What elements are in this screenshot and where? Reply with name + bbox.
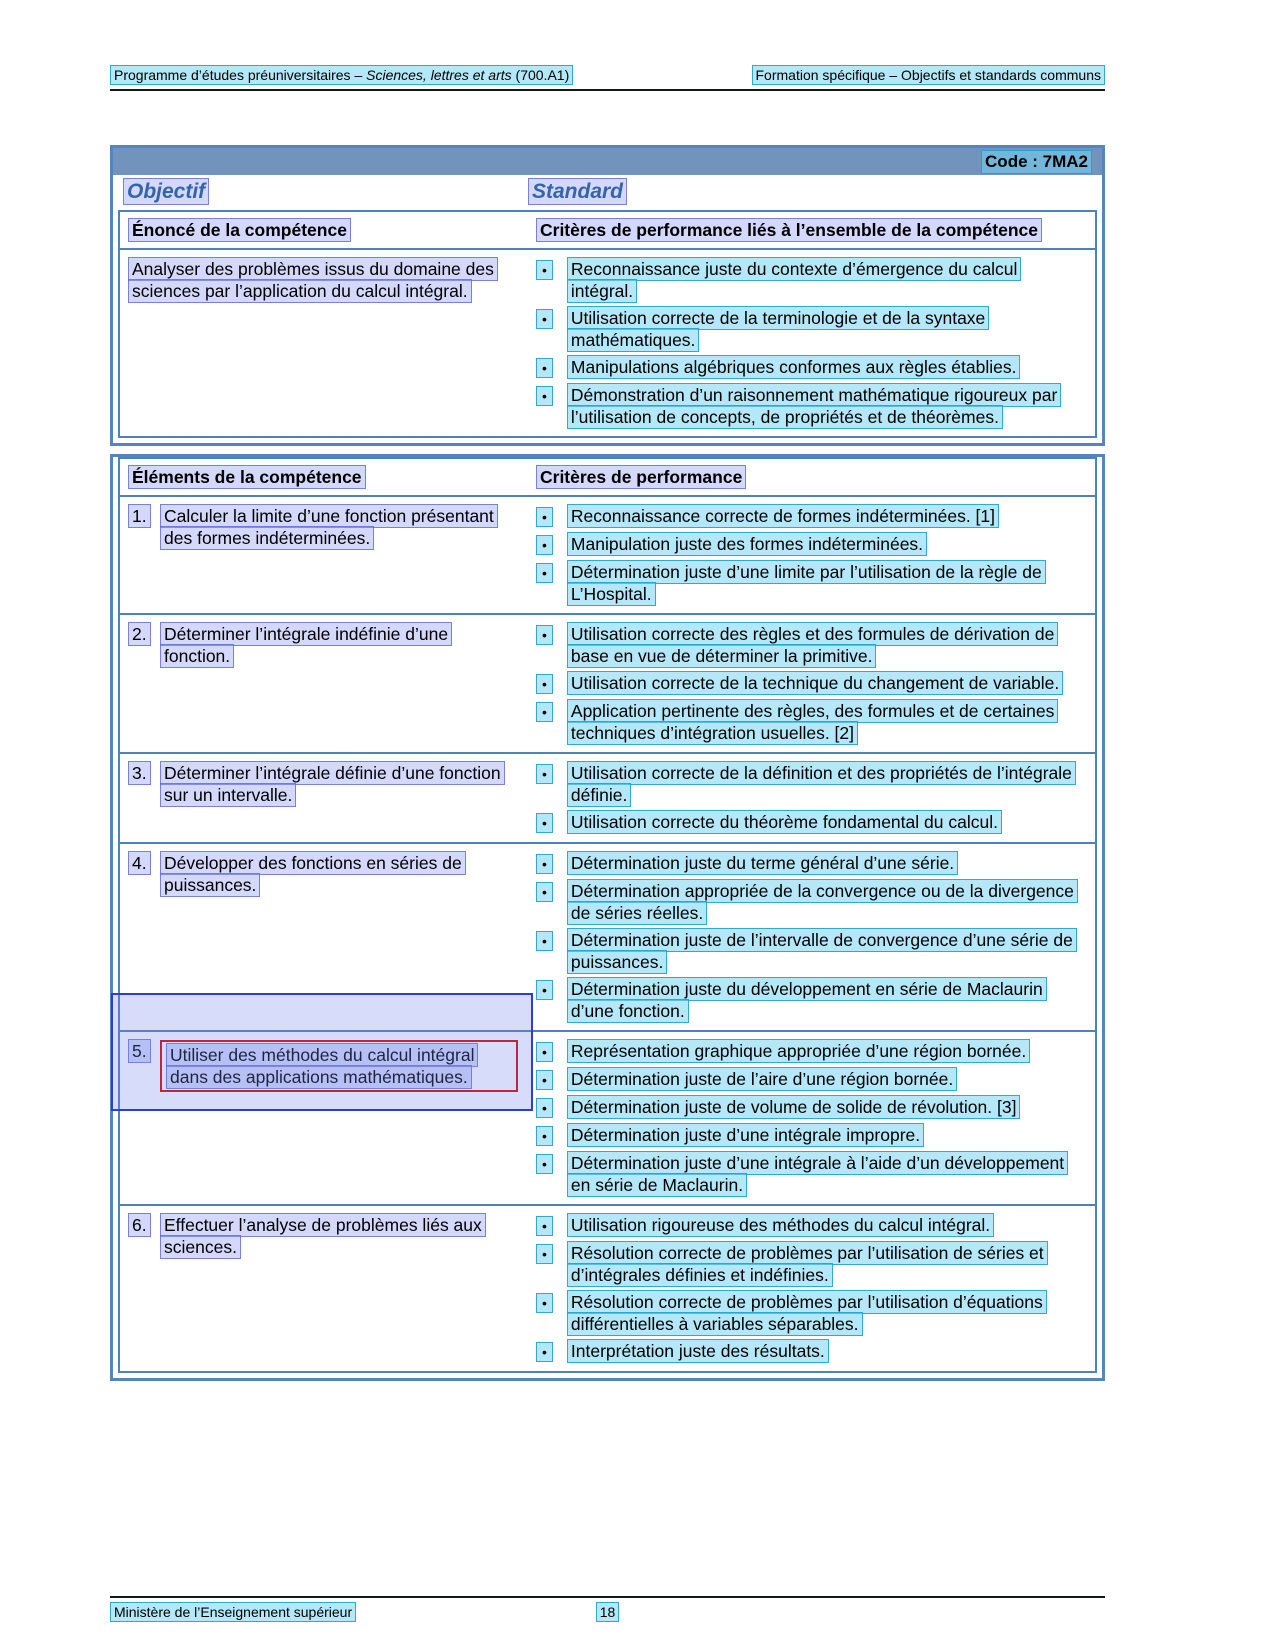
criterion-text-wrap [567,1340,1087,1362]
bullet-icon: • [536,1216,553,1236]
code-bar [113,148,1102,175]
criterion-text-wrap [567,1040,1087,1062]
criterion [536,1214,1087,1237]
column-title-standard-cell [523,180,1102,204]
criterion-text: Utilisation correcte de la technique du changement de variable. [567,671,1063,695]
header-right-text: Formation spécifique – Objectifs et standards communs [752,65,1106,85]
header-left [110,66,573,84]
criterion-text: Application pertinente des règles, des formules et de certaines techniques d’intégration usuelles. [2] [567,699,1058,745]
document-footer [110,1596,1105,1621]
criterion [536,811,1087,834]
criterion-text: Reconnaissance juste du contexte d’émergence du calcul intégral. [567,257,1022,303]
bullet [536,384,553,407]
bullet [536,1152,553,1175]
criterion-text-wrap [567,880,1087,924]
criterion [536,1291,1087,1335]
criterion-text: Utilisation correcte du théorème fondamental du calcul. [567,810,1002,834]
element-text: Calculer la limite d’une fonction présentant des formes indéterminées. [160,504,498,550]
page-number-wrap [596,1603,620,1621]
criterion-text-wrap [567,1068,1087,1090]
criteres-ensemble-header-text: Critères de performance liés à l’ensemble de la compétence [536,218,1042,242]
criterion-text-wrap [567,258,1087,302]
criterion-text: Détermination juste du développement en série de Maclaurin d’une fonction. [567,977,1047,1023]
bullet [536,1068,553,1091]
bullet [536,880,553,903]
document-header [110,66,1105,91]
bullet-icon: • [536,1342,553,1362]
criterion-text: Représentation graphique appropriée d’une région bornée. [567,1039,1030,1063]
criterion [536,533,1087,556]
bullet [536,356,553,379]
elements-table [118,457,1097,1373]
criteria-cell [530,255,1095,431]
criterion-text-wrap [567,1214,1087,1236]
bullet-icon: • [536,507,553,527]
criterion-text-wrap [567,1291,1087,1335]
criterion [536,356,1087,379]
criterion-text: Détermination juste d’une intégrale impropre. [567,1123,924,1147]
criterion-text: Détermination appropriée de la convergence ou de la divergence de séries réelles. [567,879,1078,925]
criterion-text-wrap [567,533,1087,555]
criterion-text: Manipulation juste des formes indéterminées. [567,532,927,556]
bullet [536,1340,553,1363]
criteres-ensemble-header-cell [530,216,1095,244]
criterion-text-wrap [567,356,1087,378]
row-number-wrap [128,852,152,896]
bullet [536,533,553,556]
criterion [536,258,1087,302]
criterion-text: Utilisation rigoureuse des méthodes du calcul intégral. [567,1213,994,1237]
row-number: 3. [128,761,151,785]
row-number: 6. [128,1213,151,1237]
bullet-icon: • [536,309,553,329]
element [128,762,518,806]
criterion-text-wrap [567,561,1087,605]
criteria-cell [530,759,1095,837]
column-title-objectif-cell [113,180,523,204]
criterion [536,978,1087,1022]
element-text: Déterminer l’intégrale définie d’une fonction sur un intervalle. [160,761,505,807]
element [128,505,518,549]
element-cell [120,849,530,1025]
criterion-text-wrap [567,700,1087,744]
criterion-text: Interprétation juste des résultats. [567,1339,829,1363]
element-text-wrap [160,762,518,806]
element-text-wrap [160,505,518,549]
criterion [536,505,1087,528]
criterion [536,700,1087,744]
criterion [536,672,1087,695]
bullet-icon: • [536,931,553,951]
elements-table-header [120,459,1095,495]
element-text: Utiliser des méthodes du calcul intégral dans des applications mathématiques. [166,1043,478,1089]
criterion-text-wrap [567,384,1087,428]
criterion [536,1340,1087,1363]
criteres-header-cell [530,463,1095,491]
elements-header-text: Éléments de la compétence [128,465,366,489]
element [128,1040,518,1092]
element-text: Déterminer l’intégrale indéfinie d’une fonction. [160,622,452,668]
bullet-icon: • [536,980,553,1000]
bullet [536,307,553,330]
bullet-icon: • [536,625,553,645]
criterion-text-wrap [567,852,1087,874]
criterion-text: Détermination juste de l’intervalle de convergence d’une série de puissances. [567,928,1077,974]
element-cell [120,620,530,747]
row-number: 4. [128,851,151,875]
criterion-text-wrap [567,762,1087,806]
bullet [536,1096,553,1119]
row-number: 5. [128,1039,151,1063]
element-text-wrap [160,623,518,667]
criteria-cell [530,1037,1095,1199]
bullet-icon: • [536,702,553,722]
criterion [536,929,1087,973]
bullet-icon: • [536,1042,553,1062]
criterion-text: Détermination juste du terme général d’une série. [567,851,958,875]
bullet-icon: • [536,563,553,583]
criterion-text-wrap [567,672,1087,694]
criterion-text: Résolution correcte de problèmes par l’utilisation de séries et d’intégrales définies et indéfinies. [567,1241,1048,1287]
criterion [536,307,1087,351]
bullet [536,1040,553,1063]
elements-box [110,454,1105,1381]
criterion-text-wrap [567,1124,1087,1146]
enonce-header-cell [120,216,530,244]
bullet-icon: • [536,1293,553,1313]
bullet [536,1124,553,1147]
row-number: 1. [128,504,151,528]
criterion-text-wrap [567,1242,1087,1286]
element-row-2 [120,613,1095,752]
element [128,852,518,896]
bullet [536,852,553,875]
criterion-text: Détermination juste d’une limite par l’utilisation de la règle de L’Hospital. [567,560,1046,606]
criterion [536,1124,1087,1147]
criterion [536,852,1087,875]
row-number-wrap [128,1214,152,1258]
bullet [536,811,553,834]
criterion [536,384,1087,428]
header-right [752,66,1106,84]
enonce-table [118,210,1097,438]
elements-header-cell [120,463,530,491]
criterion-text: Utilisation correcte de la terminologie et de la syntaxe mathématiques. [567,306,989,352]
criteria-cell [530,620,1095,747]
criterion-text-wrap [567,929,1087,973]
bullet [536,1214,553,1237]
criterion-text: Démonstration d’un raisonnement mathématique rigoureux par l’utilisation de concepts, de propriétés et de théorèmes. [567,383,1061,429]
footer-left-text: Ministère de l’Enseignement supérieur [110,1602,356,1622]
element-cell [120,1211,530,1366]
criteres-header-text: Critères de performance [536,465,746,489]
criterion [536,623,1087,667]
element-row-3 [120,752,1095,842]
criterion-text: Manipulations algébriques conformes aux règles établies. [567,355,1021,379]
bullet [536,1242,553,1265]
criterion-text-wrap [567,623,1087,667]
code-label: Code : 7MA2 [981,150,1092,174]
row-number: 2. [128,622,151,646]
enonce-row [120,248,1095,436]
bullet [536,258,553,281]
page-number: 18 [596,1602,620,1622]
element [128,623,518,667]
element-row-5 [120,1030,1095,1204]
criterion-text: Détermination juste d’une intégrale à l’aide d’un développement en série de Maclaurin. [567,1151,1068,1197]
criterion-text-wrap [567,307,1087,351]
criterion-text-wrap [567,1152,1087,1196]
bullet [536,1291,553,1314]
bullet [536,623,553,646]
bullet [536,505,553,528]
column-title-standard: Standard [528,178,627,205]
element-cell [120,502,530,608]
criterion-text: Détermination juste de l’aire d’une région bornée. [567,1067,957,1091]
criterion-text: Détermination juste de volume de solide de révolution. [3] [567,1095,1021,1119]
criterion [536,561,1087,605]
bullet-icon: • [536,1244,553,1264]
element-row-6 [120,1204,1095,1371]
row-number-wrap [128,1040,152,1092]
criterion-text: Utilisation correcte de la définition et des propriétés de l’intégrale définie. [567,761,1076,807]
criterion [536,1096,1087,1119]
bullet-icon: • [536,535,553,555]
bullet [536,978,553,1001]
competence-box [110,145,1105,446]
row-number-wrap [128,505,152,549]
element [128,1214,518,1258]
row-number-wrap [128,623,152,667]
column-titles-row [113,175,1102,210]
criterion [536,762,1087,806]
enonce-table-header [120,212,1095,248]
criterion-text-wrap [567,1096,1087,1118]
bullet-icon: • [536,764,553,784]
header-left-text [110,65,573,85]
element-text-wrap [160,852,518,896]
criterion-text-wrap [567,978,1087,1022]
row-number-wrap [128,762,152,806]
bullet-icon: • [536,1070,553,1090]
highlight-red-box [160,1040,518,1092]
element-row-4 [120,842,1095,1030]
bullet-icon: • [536,813,553,833]
criteria-cell [530,1211,1095,1366]
element-text: Développer des fonctions en séries de puissances. [160,851,466,897]
header-left-italic: Sciences, lettres et arts [366,67,512,83]
footer-left [110,1603,596,1621]
bullet-icon: • [536,854,553,874]
bullet [536,672,553,695]
criterion [536,1040,1087,1063]
objective-standard-section [110,145,1105,1381]
column-title-objectif: Objectif [123,178,209,205]
criterion [536,1068,1087,1091]
enonce-text: Analyser des problèmes issus du domaine des sciences par l’application du calcul intégral. [128,257,498,303]
bullet-icon: • [536,358,553,378]
bullet [536,929,553,952]
element-text: Effectuer l’analyse de problèmes liés aux sciences. [160,1213,486,1259]
criterion [536,1242,1087,1286]
criterion [536,880,1087,924]
bullet-icon: • [536,260,553,280]
criteria-cell [530,502,1095,608]
criterion [536,1152,1087,1196]
bullet-icon: • [536,674,553,694]
bullet-icon: • [536,1098,553,1118]
bullet-icon: • [536,1126,553,1146]
bullet [536,561,553,584]
element-cell [120,759,530,837]
element-cell [120,1037,530,1199]
enonce-header-text: Énoncé de la compétence [128,218,351,242]
element-text-wrap [160,1214,518,1258]
criterion-text: Reconnaissance correcte de formes indéterminées. [1] [567,504,999,528]
bullet-icon: • [536,882,553,902]
element-text-wrap [160,1040,518,1092]
element-row-1 [120,495,1095,613]
criterion-text: Utilisation correcte des règles et des formules de dérivation de base en vue de déterminer la primitive. [567,622,1058,668]
bullet [536,700,553,723]
header-left-suffix: (700.A1) [511,67,570,83]
criterion-text-wrap [567,811,1087,833]
criterion-text: Résolution correcte de problèmes par l’utilisation d’équations différentielles à variables séparables. [567,1290,1047,1336]
enonce-cell [120,255,530,431]
header-left-prefix: Programme d’études préuniversitaires – [114,67,367,83]
bullet [536,762,553,785]
bullet-icon: • [536,1154,553,1174]
bullet-icon: • [536,386,553,406]
criteria-cell [530,849,1095,1025]
criterion-text-wrap [567,505,1087,527]
